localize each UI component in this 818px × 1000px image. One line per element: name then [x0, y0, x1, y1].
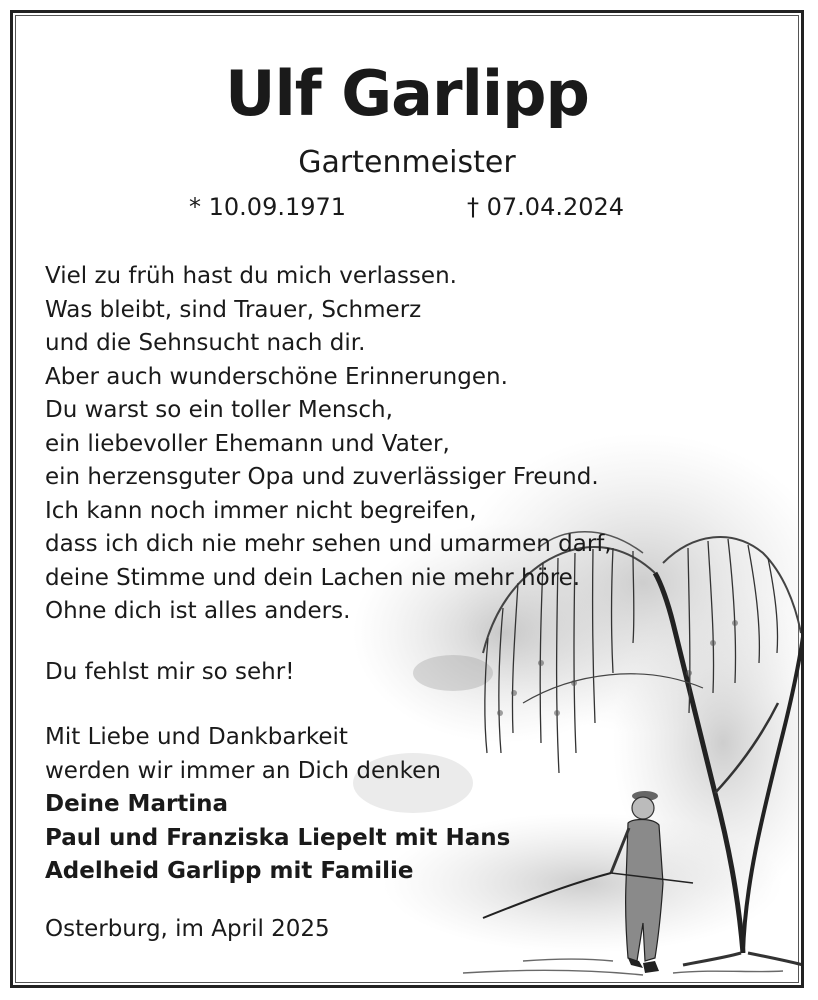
poem-line: Was bleibt, sind Trauer, Schmerz: [45, 296, 422, 323]
poem-line: ein liebevoller Ehemann und Vater,: [45, 430, 450, 457]
poem-line: Aber auch wunderschöne Erinnerungen.: [45, 363, 508, 390]
poem-line: und die Sehnsucht nach dir.: [45, 330, 366, 356]
poem-line: Ich kann noch immer nicht begreifen,: [45, 497, 477, 524]
poem-line: dass ich dich nie mehr sehen und umarmen darf,: [45, 531, 612, 557]
mourner-name: Deine Martina: [45, 791, 229, 817]
signoff-line: werden wir immer an Dich denken: [45, 757, 441, 784]
poem-line: Du warst so ein toller Mensch,: [45, 397, 393, 423]
signoff-line: Mit Liebe und Dankbarkeit: [45, 724, 348, 750]
closing-line: Du fehlst mir so sehr!: [45, 659, 295, 685]
life-dates: [13, 193, 801, 225]
deceased-name: Ulf Garlipp: [225, 57, 589, 130]
poem-line: Viel zu früh hast du mich verlassen.: [45, 263, 457, 289]
profession: Gartenmeister: [298, 145, 516, 180]
death-date: † 07.04.2024: [467, 193, 625, 221]
place-date: Osterburg, im April 2025: [45, 916, 330, 942]
birth-date: * 10.09.1971: [189, 193, 347, 221]
obituary-frame: [10, 10, 804, 988]
poem-line: ein herzensguter Opa und zuverlässiger Freund.: [45, 464, 599, 490]
poem-line: Ohne dich ist alles anders.: [45, 598, 351, 624]
signoff: [45, 721, 510, 889]
poem-text: [45, 260, 612, 629]
poem-line: deine Stimme und dein Lachen nie mehr höre.: [45, 564, 581, 591]
mourner-name: Paul und Franziska Liepelt mit Hans: [45, 824, 511, 851]
mourner-name: Adelheid Garlipp mit Familie: [45, 858, 414, 884]
